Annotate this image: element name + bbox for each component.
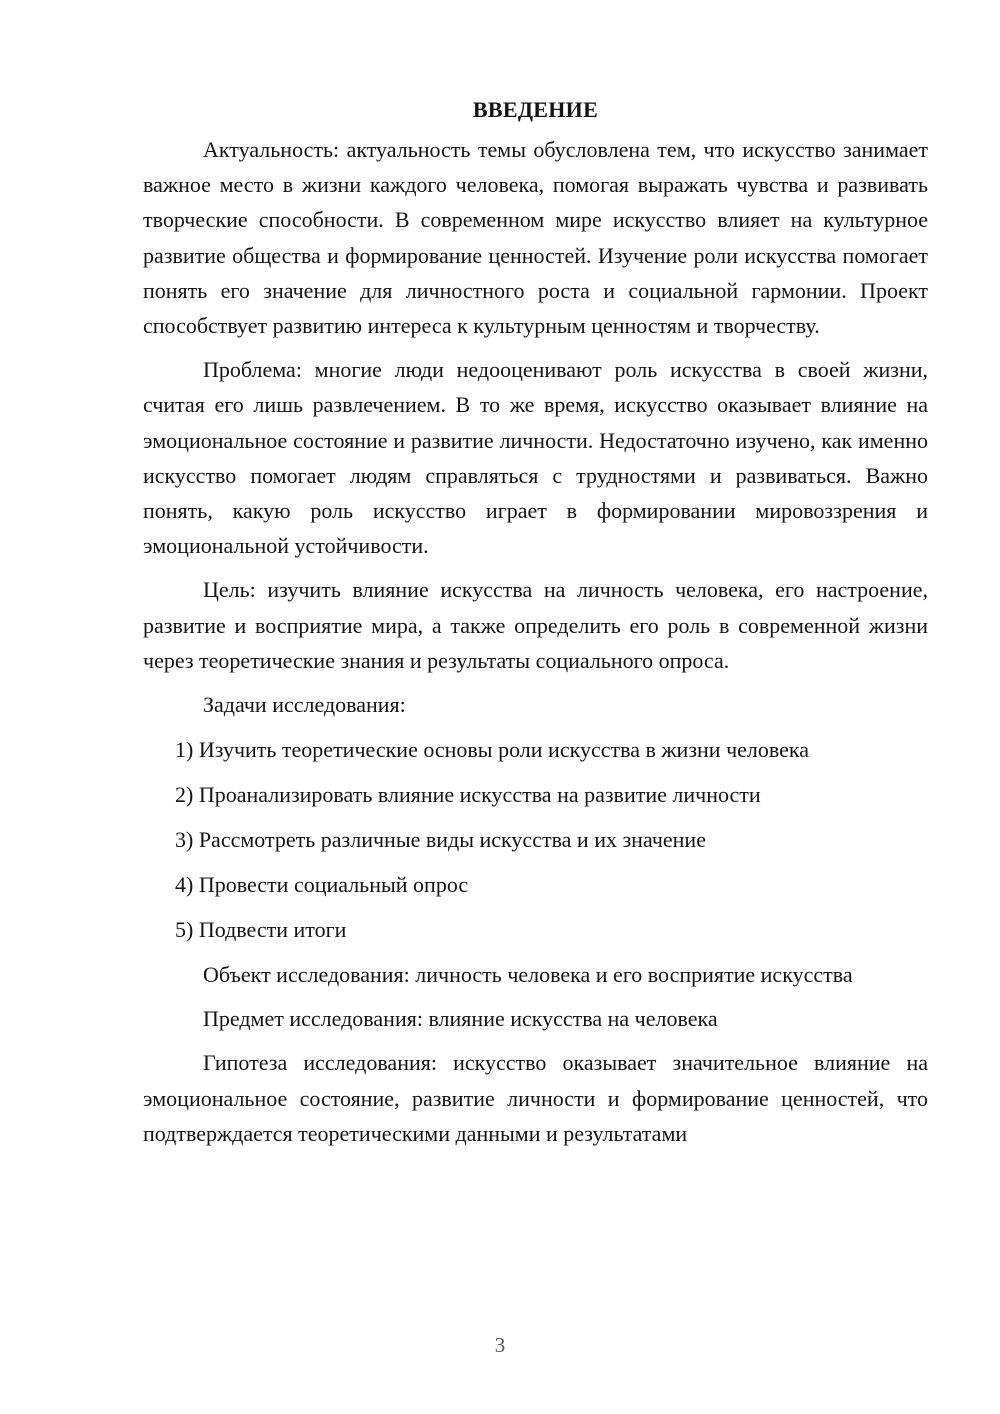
list-item: 5) Подвести итоги [175,917,347,943]
tasks-list [143,732,928,947]
list-item: 1) Изучить теоретические основы роли искусства в жизни человека [175,737,810,763]
tasks-heading: Задачи исследования: [203,692,406,718]
paragraph-relevance: Актуальность: актуальность темы обусловлена тем, что искусство занимает важное место в жизни каждого человека, помогая выражать чувства и развивать творческие способности. В современном мире искусство влияет на культурное развитие общества и формирование ценностей. Изучение роли искусства помогает понять его значение для личностного роста и социальной гармонии. Проект способствует развитию интереса к культурным ценностям и творчеству. [143,137,928,339]
document-page [143,92,928,1160]
paragraph-hypothesis: Гипотеза исследования: искусство оказывает значительное влияние на эмоциональное состояние, развитие личности и формирование ценностей, что подтверждается теоретическими данными и результатами [143,1050,928,1146]
list-item: 2) Проанализировать влияние искусства на развитие личности [175,782,761,808]
section-title: ВВЕДЕНИЕ [472,97,599,122]
list-item: 4) Провести социальный опрос [175,872,469,898]
paragraph-problem: Проблема: многие люди недооценивают роль искусства в своей жизни, считая его лишь развлечением. В то же время, искусство оказывает влияние на эмоциональное состояние и развитие личности. Недостаточно изучено, как именно искусство помогает людям справляться с трудностями и развиваться. Важно понять, какую роль искусство играет в формировании мировоззрения и эмоциональной устойчивости. [143,357,928,559]
page-number: 3 [494,1333,506,1357]
paragraph-subject: Предмет исследования: влияние искусства на человека [203,1006,718,1032]
paragraph-goal: Цель: изучить влияние искусства на личность человека, его настроение, развитие и восприятие мира, а также определить его роль в современной жизни через теоретические знания и результаты социального опроса. [143,577,928,673]
paragraph-object: Объект исследования: личность человека и его восприятие искусства [203,962,853,988]
list-item: 3) Рассмотреть различные виды искусства и их значение [175,827,706,853]
